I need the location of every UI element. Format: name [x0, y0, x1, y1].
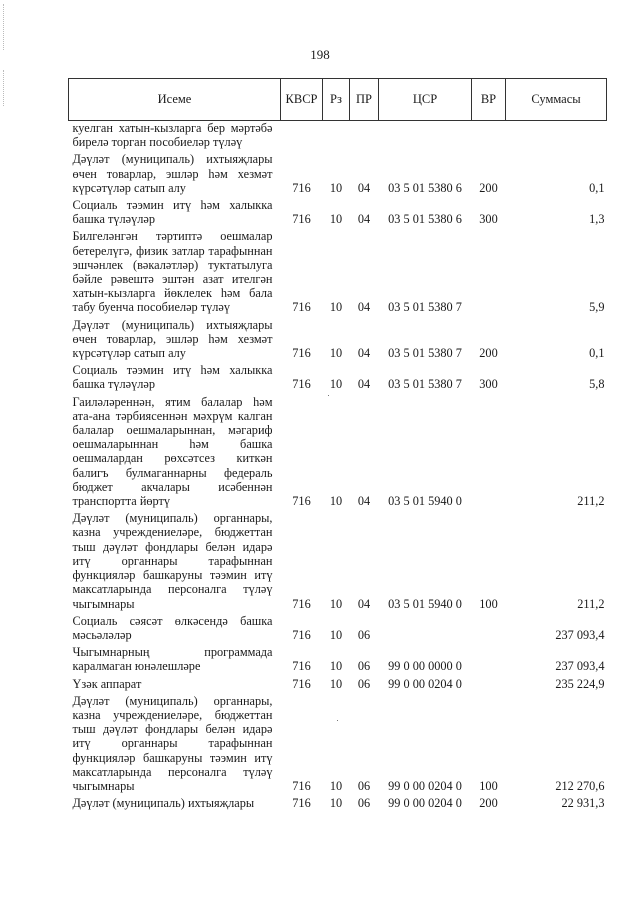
- row-kvsr: 716: [292, 596, 311, 611]
- header-rz: Рз: [323, 79, 350, 121]
- row-pr: 04: [357, 346, 371, 361]
- header-sum: Суммасы: [506, 79, 607, 121]
- row-kvsr: [281, 121, 323, 153]
- header-kvsr: КВСР: [281, 79, 323, 121]
- table-row: [69, 363, 607, 394]
- table-row: [69, 152, 607, 198]
- row-kvsr: 716: [292, 627, 311, 642]
- row-rz: 10: [329, 796, 343, 811]
- row-pr: 04: [357, 596, 371, 611]
- row-kvsr: 716: [292, 676, 311, 691]
- header-csr: ЦСР: [379, 79, 472, 121]
- table-row: [69, 229, 607, 317]
- row-csr: 03 5 01 5940 0: [388, 494, 462, 509]
- row-pr: 04: [357, 377, 371, 392]
- row-csr: 99 0 00 0204 0: [388, 778, 462, 793]
- row-rz: [323, 121, 350, 153]
- table-header-row: [69, 79, 607, 121]
- row-rz: 10: [329, 212, 343, 227]
- table-row: [69, 677, 607, 694]
- row-pr: 06: [357, 778, 371, 793]
- row-sum: 5,9: [589, 300, 605, 315]
- row-name: куелган хатын-кызларга бер мәртәбә бирелә торган пособиеләр түләү: [72, 121, 273, 150]
- row-vr: 100: [479, 596, 498, 611]
- row-vr: 200: [479, 346, 498, 361]
- row-name: Билгеләнгән тәртиптә оешмалар бетерелүгә, физик затлар тарафыннан эшчәнлек (вәкаләтләр) туктатылуга бәйле рәвештә эштән азат ителгән хатын-кызларга йөклелек һәм бала табу буенча пособиеләр түләү: [72, 229, 273, 315]
- row-kvsr: 716: [292, 659, 311, 674]
- row-vr: 200: [479, 796, 498, 811]
- row-rz: 10: [329, 659, 343, 674]
- row-pr: 04: [357, 180, 371, 195]
- row-sum: 211,2: [577, 596, 605, 611]
- row-rz: 10: [329, 676, 343, 691]
- table-row: [69, 121, 607, 153]
- row-name: Чыгымнарның программада каралмаган юнәлешләре: [72, 645, 273, 674]
- table-row: [69, 694, 607, 796]
- row-rz: 10: [329, 778, 343, 793]
- row-pr: 06: [357, 627, 371, 642]
- row-sum: 1,3: [589, 212, 605, 227]
- table-row: [69, 395, 607, 512]
- row-name: Дәүләт (муниципаль) ихтыяҗлары өчен товарлар, эшләр һәм хезмәт күрсәтүләр сатып алу: [72, 152, 273, 195]
- row-name: Гаиләләреннән, ятим балалар һәм ата-ана тәрбиясеннән мәхрүм калган балалар оешмаларыннан, мәгариф оешмаларыннан һәм башка оешмалардан рөхсәтсез киткән балигъ булмаганнарны федераль бюджет акчалары исәбеннән транспортта йөртү: [72, 394, 273, 509]
- row-vr: [472, 614, 506, 645]
- row-sum: 237 093,4: [555, 627, 605, 642]
- row-vr: [472, 121, 506, 153]
- row-kvsr: 716: [292, 377, 311, 392]
- table-body: [69, 121, 607, 814]
- row-sum: 212 270,6: [555, 778, 605, 793]
- row-kvsr: 716: [292, 212, 311, 227]
- row-pr: 06: [357, 796, 371, 811]
- header-vr: ВР: [472, 79, 506, 121]
- header-name: Исеме: [69, 79, 281, 121]
- row-rz: 10: [329, 180, 343, 195]
- row-vr: [472, 229, 506, 317]
- row-name: Үзәк аппарат: [72, 676, 142, 691]
- row-csr: 03 5 01 5380 6: [388, 212, 462, 227]
- row-kvsr: 716: [292, 300, 311, 315]
- row-rz: 10: [329, 494, 343, 509]
- row-rz: 10: [329, 627, 343, 642]
- row-rz: 10: [329, 300, 343, 315]
- row-pr: [350, 121, 379, 153]
- row-kvsr: 716: [292, 778, 311, 793]
- row-pr: 04: [357, 494, 371, 509]
- row-name: Дәүләт (муниципаль) ихтыяҗлары өчен товарлар, эшләр һәм хезмәт күрсәтүләр сатып алу: [72, 317, 273, 361]
- row-csr: 99 0 00 0204 0: [388, 796, 462, 811]
- row-name: Социаль тәэмин итү һәм халыкка башка түләүләр: [72, 198, 273, 227]
- row-sum: 237 093,4: [555, 659, 605, 674]
- scan-speck: [337, 720, 338, 721]
- row-sum: 235 224,9: [555, 676, 605, 691]
- row-rz: 10: [329, 377, 343, 392]
- row-pr: 04: [357, 300, 371, 315]
- row-rz: 10: [329, 346, 343, 361]
- row-sum: 5,8: [589, 377, 605, 392]
- row-csr: 03 5 01 5380 7: [388, 377, 462, 392]
- row-pr: 04: [357, 212, 371, 227]
- row-sum: 0,1: [589, 346, 605, 361]
- row-vr: [472, 677, 506, 694]
- row-name: Дәүләт (муниципаль) органнары, казна учреждениеләре, бюджеттан тыш дәүләт фондлары белән идарә итү органнары тарафыннан функцияләр башкаруны тәэмин итү максатларында персоналга түләү чыгымнары: [72, 511, 273, 611]
- header-pr: ПР: [350, 79, 379, 121]
- scan-speck: [328, 395, 329, 396]
- row-vr: 300: [479, 212, 498, 227]
- row-sum: 0,1: [589, 180, 605, 195]
- row-sum: 211,2: [577, 494, 605, 509]
- table-row: [69, 318, 607, 364]
- row-name: Социаль сәясәт өлкәсендә башка мәсьәләләр: [72, 613, 273, 642]
- row-csr: 99 0 00 0204 0: [388, 676, 462, 691]
- row-name: Дәүләт (муниципаль) органнары, казна учреждениеләре, бюджеттан тыш дәүләт фондлары белән идарә итү органнары тарафыннан функцияләр башкаруны тәэмин итү максатларында персоналга түләү чыгымнары: [72, 693, 273, 793]
- row-pr: 06: [357, 659, 371, 674]
- budget-table: [68, 78, 607, 813]
- row-csr: 03 5 01 5380 7: [388, 300, 462, 315]
- row-vr: 100: [479, 778, 498, 793]
- row-csr: 99 0 00 0000 0: [388, 659, 462, 674]
- row-csr: [379, 614, 472, 645]
- row-csr: 03 5 01 5940 0: [388, 596, 462, 611]
- row-kvsr: 716: [292, 346, 311, 361]
- table-row: [69, 796, 607, 813]
- row-name: Социаль тәэмин итү һәм халыкка башка түләүләр: [72, 363, 273, 392]
- row-csr: [379, 121, 472, 153]
- row-kvsr: 716: [292, 494, 311, 509]
- row-rz: 10: [329, 596, 343, 611]
- table-row: [69, 198, 607, 229]
- table-row: [69, 614, 607, 645]
- table-row: [69, 511, 607, 613]
- row-csr: 03 5 01 5380 7: [388, 346, 462, 361]
- row-vr: [472, 395, 506, 512]
- row-sum: [506, 121, 607, 153]
- row-kvsr: 716: [292, 796, 311, 811]
- row-sum: 22 931,3: [561, 796, 605, 811]
- scan-edge-mark: [3, 70, 6, 106]
- row-vr: 200: [479, 180, 498, 195]
- table-row: [69, 645, 607, 676]
- row-csr: 03 5 01 5380 6: [388, 180, 462, 195]
- page-number: 198: [310, 47, 330, 62]
- row-kvsr: 716: [292, 180, 311, 195]
- scan-edge-mark: [3, 4, 6, 50]
- row-vr: 300: [479, 377, 498, 392]
- row-pr: 06: [357, 676, 371, 691]
- row-vr: [472, 645, 506, 676]
- row-name: Дәүләт (муниципаль) ихтыяҗлары: [72, 796, 255, 811]
